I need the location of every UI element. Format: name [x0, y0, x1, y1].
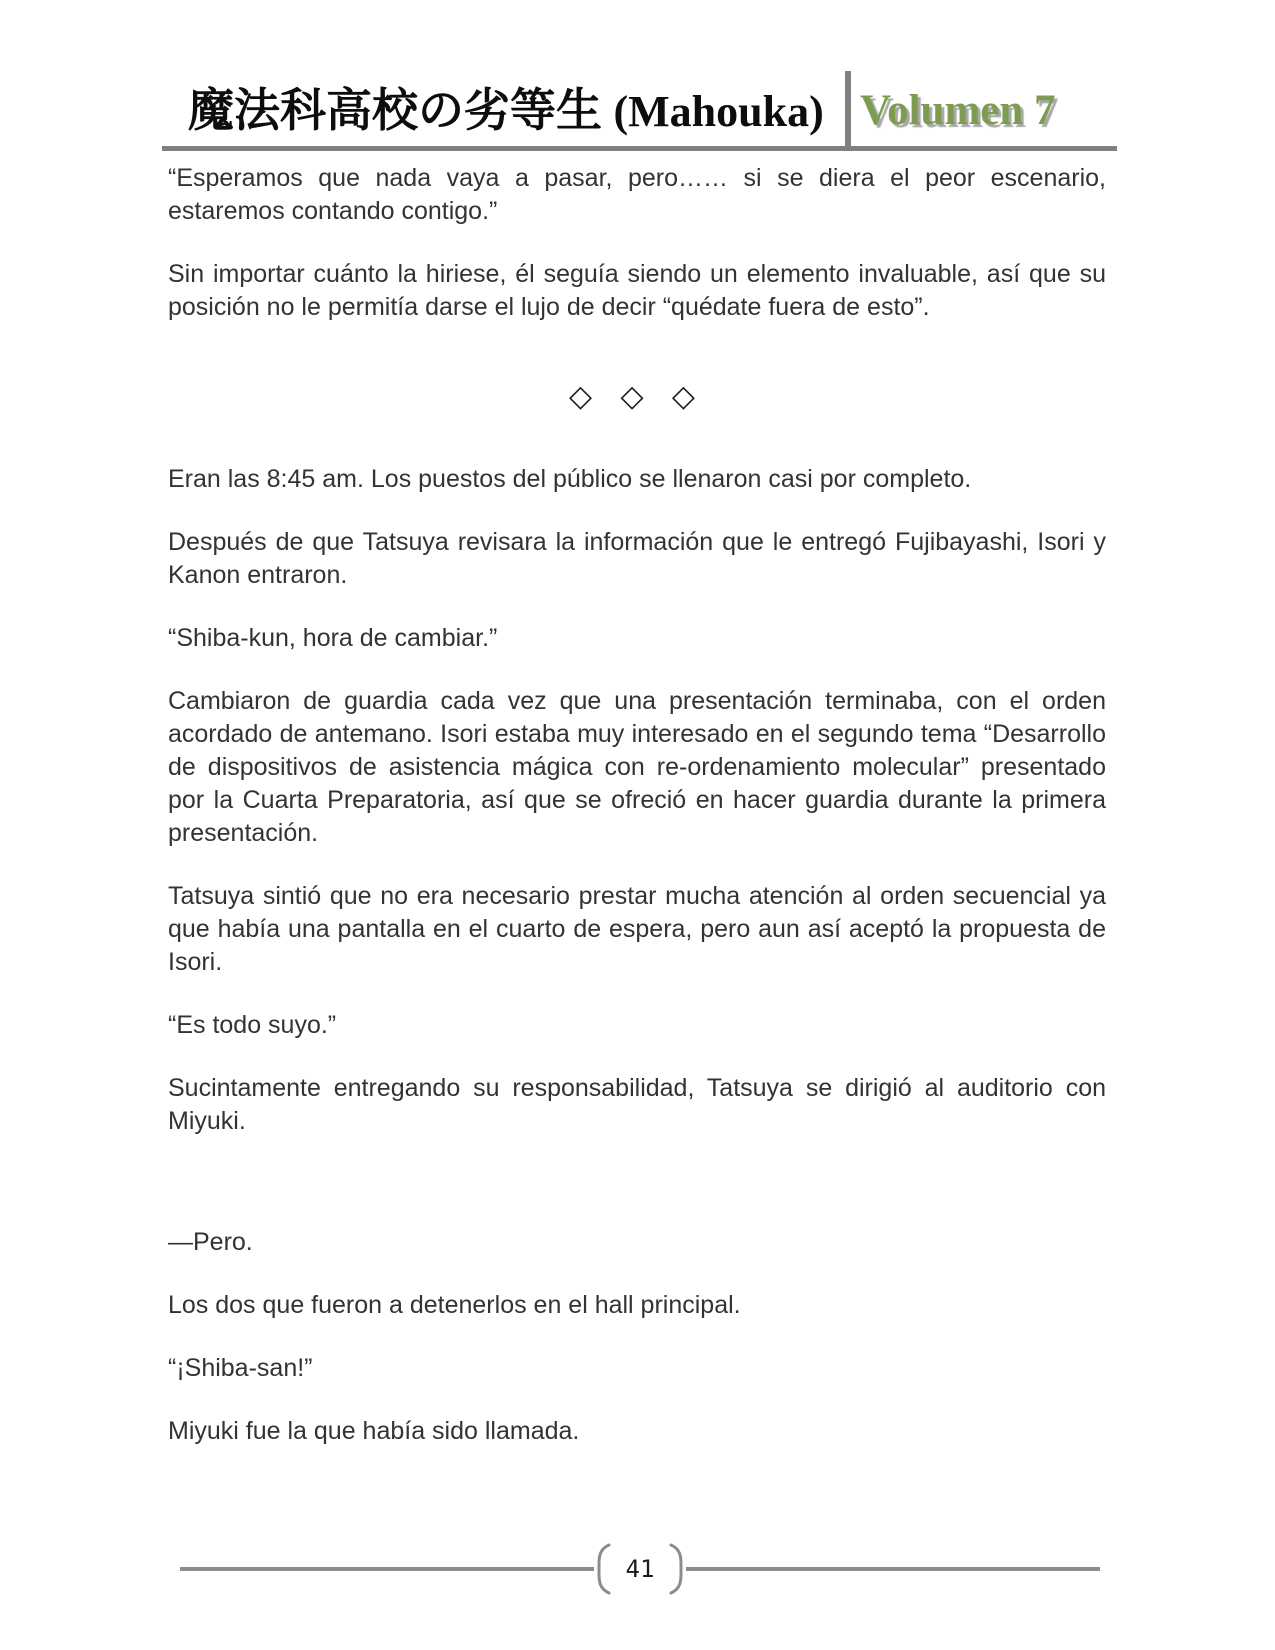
paragraph-narration: Cambiaron de guardia cada vez que una presentación terminaba, con el orden acordado de antemano. Isori estaba muy interesado en el segundo tema “Desarrollo de dispositivos de asistencia mágica con re-ordenamiento molecular” presentado por la Cuarta Preparatoria, así que se ofreció en hacer guardia durante la primera presentación. — [168, 687, 1106, 847]
page-number-bracket-right-icon — [668, 1542, 686, 1596]
book-title — [188, 72, 848, 150]
paragraph-narration: Tatsuya sintió que no era necesario prestar mucha atención al orden secuencial ya que había una pantalla en el cuarto de espera, pero aun así aceptó la propuesta de Isori. — [168, 882, 1106, 976]
paragraph-narration: Los dos que fueron a detenerlos en el hall principal. — [168, 1291, 741, 1319]
footer-rule-left — [180, 1567, 594, 1571]
paragraph-narration: Después de que Tatsuya revisara la información que le entregó Fujibayashi, Isori y Kanon entraron. — [168, 528, 1106, 589]
paragraph-dialog: “¡Shiba-san!” — [168, 1354, 313, 1382]
paragraph-dialog: “Es todo suyo.” — [168, 1011, 337, 1039]
paragraph-dialog: “Esperamos que nada vaya a pasar, pero…… si se diera el peor escenario, estaremos contando contigo.” — [168, 164, 1106, 225]
paragraph-narration: Sin importar cuánto la hiriese, él seguía siendo un elemento invaluable, así que su posición no le permitía darse el lujo de decir “quédate fuera de esto”. — [168, 260, 1106, 321]
paragraph-dialog: “Shiba-kun, hora de cambiar.” — [168, 624, 498, 652]
footer-rule-right — [686, 1567, 1100, 1571]
paragraph-narration: Miyuki fue la que había sido llamada. — [168, 1417, 580, 1445]
paragraph-narration: Eran las 8:45 am. Los puestos del público se llenaron casi por completo. — [168, 465, 972, 493]
page-number: 41 — [625, 1555, 655, 1583]
page-number-bracket-left-icon — [594, 1542, 612, 1596]
book-title-latin: (Mahouka) — [613, 87, 824, 136]
header-rule — [162, 146, 1117, 151]
page-footer — [180, 1542, 1100, 1596]
paragraph-narration: —Pero. — [168, 1228, 253, 1256]
paragraph-narration: Sucintamente entregando su responsabilidad, Tatsuya se dirigió al auditorio con Miyuki. — [168, 1074, 1106, 1135]
page-body — [168, 162, 1106, 1478]
volume-label: Volumen 7 — [860, 87, 1056, 134]
header-divider-bar — [845, 71, 851, 149]
book-title-japanese: 魔法科高校の劣等生 — [188, 85, 602, 136]
scene-break-diamonds: ◇ ◇ ◇ — [569, 380, 705, 413]
